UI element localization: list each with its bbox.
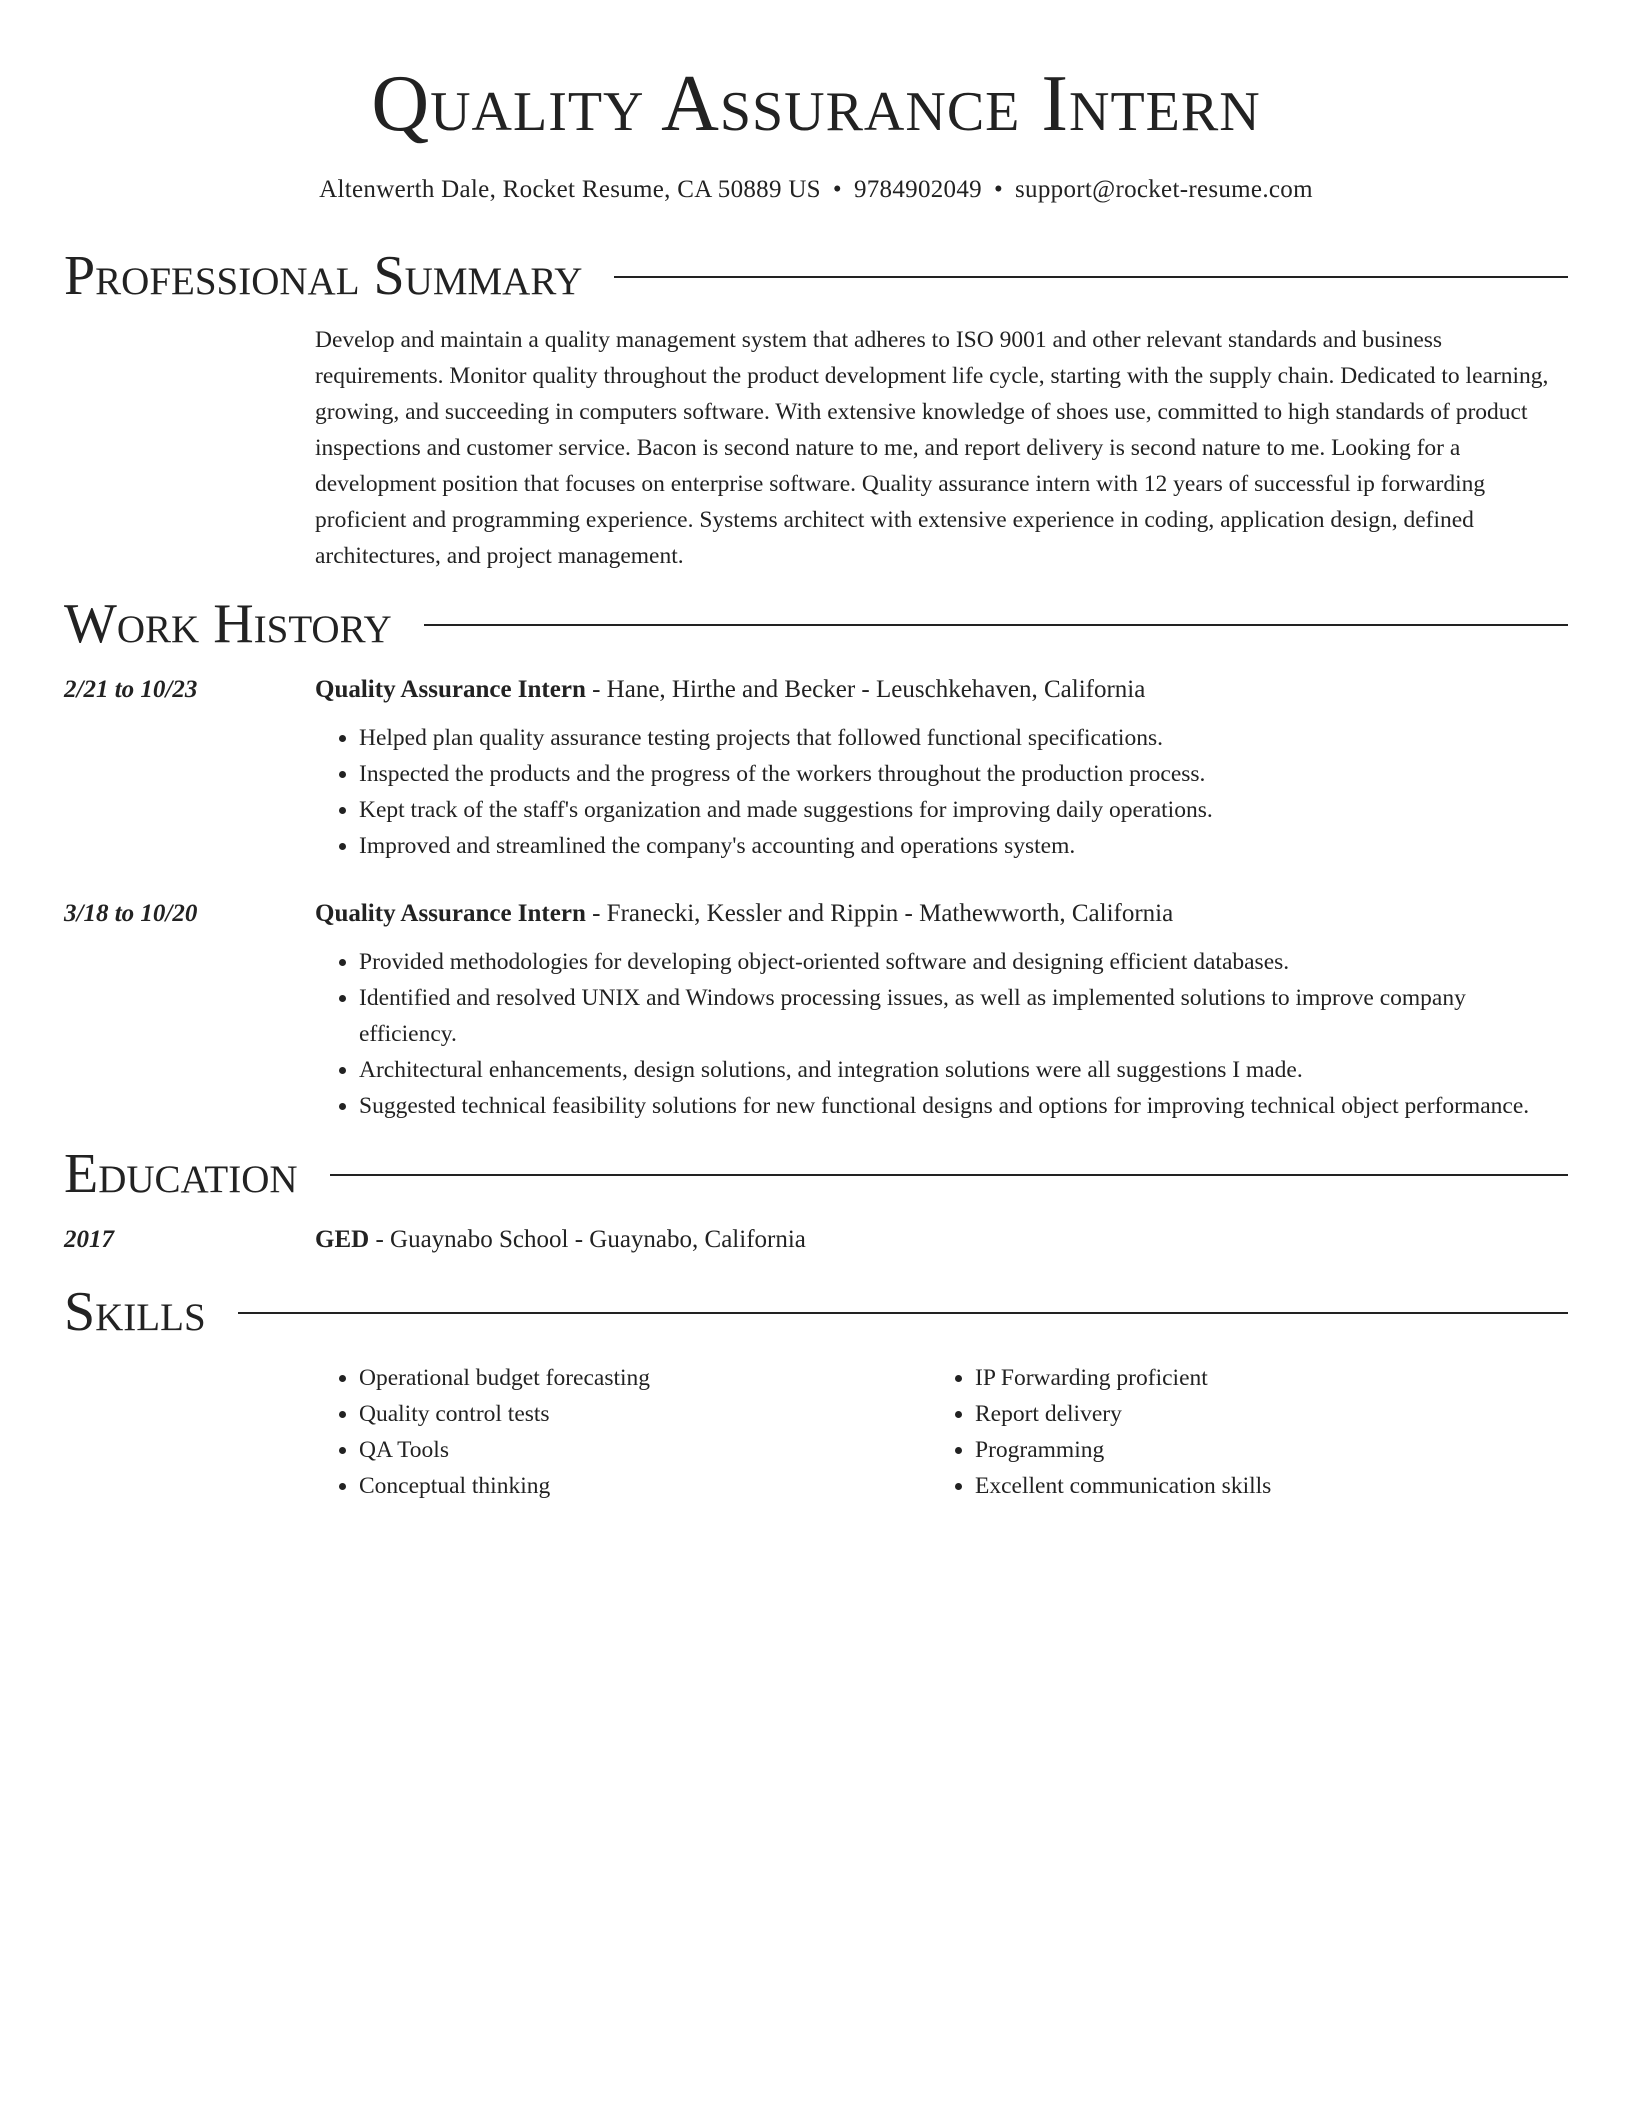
job-body — [315, 896, 1568, 1124]
skill-item: • Conceptual thinking — [359, 1468, 931, 1504]
skill-item: • IP Forwarding proficient — [975, 1360, 1547, 1396]
contact-separator: • — [832, 176, 842, 203]
work-section-header — [64, 592, 1568, 656]
contact-separator: • — [993, 176, 1004, 203]
job-dates: 2/21 to 10/23 — [64, 676, 198, 703]
job-heading — [315, 672, 1568, 708]
education-body — [315, 1222, 1568, 1258]
job-bullet: • Identified and resolved UNIX and Windows processing issues, as well as implemented solutions to improve company efficiency. — [359, 980, 1568, 1052]
education-year: 2017 — [64, 1226, 114, 1253]
contact-email: support@rocket-resume.com — [1015, 176, 1313, 203]
education-school: - Guaynabo School - Guaynabo, California — [369, 1226, 806, 1253]
job-bullet: • Provided methodologies for developing object-oriented software and designing efficient databases. — [359, 944, 1568, 980]
job-bullet: • Architectural enhancements, design solutions, and integration solutions were all suggestions I made. — [359, 1052, 1568, 1088]
summary-text: Develop and maintain a quality management system that adheres to ISO 9001 and other relevant standards and business requirements. Monitor quality throughout the product development life cycle, starting with the supply chain. Dedicated to learning, growing, and succeeding in computers software. With extensive knowledge of shoes use, committed to high standards of product inspections and customer service. Bacon is second nature to me, and report delivery is second nature to me. Looking for a development position that focuses on enterprise software. Quality assurance intern with 12 years of successful ip forwarding proficient and programming experience. Systems architect with extensive experience in coding, application design, defined architectures, and project management. — [315, 327, 1549, 569]
skill-item: • Operational budget forecasting — [359, 1360, 931, 1396]
job-heading — [315, 896, 1568, 932]
summary-section-header — [64, 244, 1568, 308]
candidate-name: Quality Assurance Intern — [371, 60, 1261, 148]
job-bullet: • Kept track of the staff's organization and made suggestions for improving daily operations. — [359, 792, 1568, 828]
skills-section-header — [64, 1280, 1568, 1344]
work-section-title: Work History — [64, 593, 392, 655]
skill-item: • Excellent communication skills — [975, 1468, 1547, 1504]
skill-item: • Report delivery — [975, 1396, 1547, 1432]
job-body — [315, 672, 1568, 864]
skills-list — [315, 1360, 1568, 1504]
job-title: Quality Assurance Intern — [315, 900, 586, 927]
skills-column-right — [931, 1360, 1547, 1504]
job-employer: - Franecki, Kessler and Rippin - Mathewworth, California — [585, 900, 1174, 927]
education-entry — [64, 1222, 1568, 1258]
summary-section-title: Professional Summary — [64, 245, 583, 307]
job-entry — [64, 896, 1568, 1124]
job-title: Quality Assurance Intern — [315, 676, 586, 703]
job-employer: - Hane, Hirthe and Becker - Leuschkehaven, California — [585, 676, 1146, 703]
job-bullet: • Suggested technical feasibility solutions for new functional designs and options for improving technical object performance. — [359, 1088, 1568, 1124]
job-bullets — [315, 944, 1568, 1124]
skill-item: • Quality control tests — [359, 1396, 931, 1432]
job-entry — [64, 672, 1568, 864]
section-divider — [614, 276, 1568, 278]
section-divider — [330, 1174, 1568, 1176]
job-bullet: • Inspected the products and the progress of the workers throughout the production process. — [359, 756, 1568, 792]
contact-address: Altenwerth Dale, Rocket Resume, CA 50889 US — [319, 176, 821, 203]
skill-item: • QA Tools — [359, 1432, 931, 1468]
job-bullet: • Helped plan quality assurance testing projects that followed functional specifications. — [359, 720, 1568, 756]
job-bullet: • Improved and streamlined the company's accounting and operations system. — [359, 828, 1568, 864]
skills-section-title: Skills — [64, 1281, 206, 1343]
contact-line — [64, 174, 1568, 206]
education-section-header — [64, 1142, 1568, 1206]
contact-phone: 9784902049 — [853, 176, 982, 203]
job-bullets — [315, 720, 1568, 864]
section-divider — [238, 1312, 1568, 1314]
skills-column-left — [315, 1360, 931, 1504]
skill-item: • Programming — [975, 1432, 1547, 1468]
section-divider — [424, 624, 1568, 626]
job-dates: 3/18 to 10/20 — [64, 900, 198, 927]
education-degree: GED — [315, 1226, 370, 1253]
education-section-title: Education — [64, 1143, 298, 1205]
resume-page — [64, 0, 1568, 1504]
